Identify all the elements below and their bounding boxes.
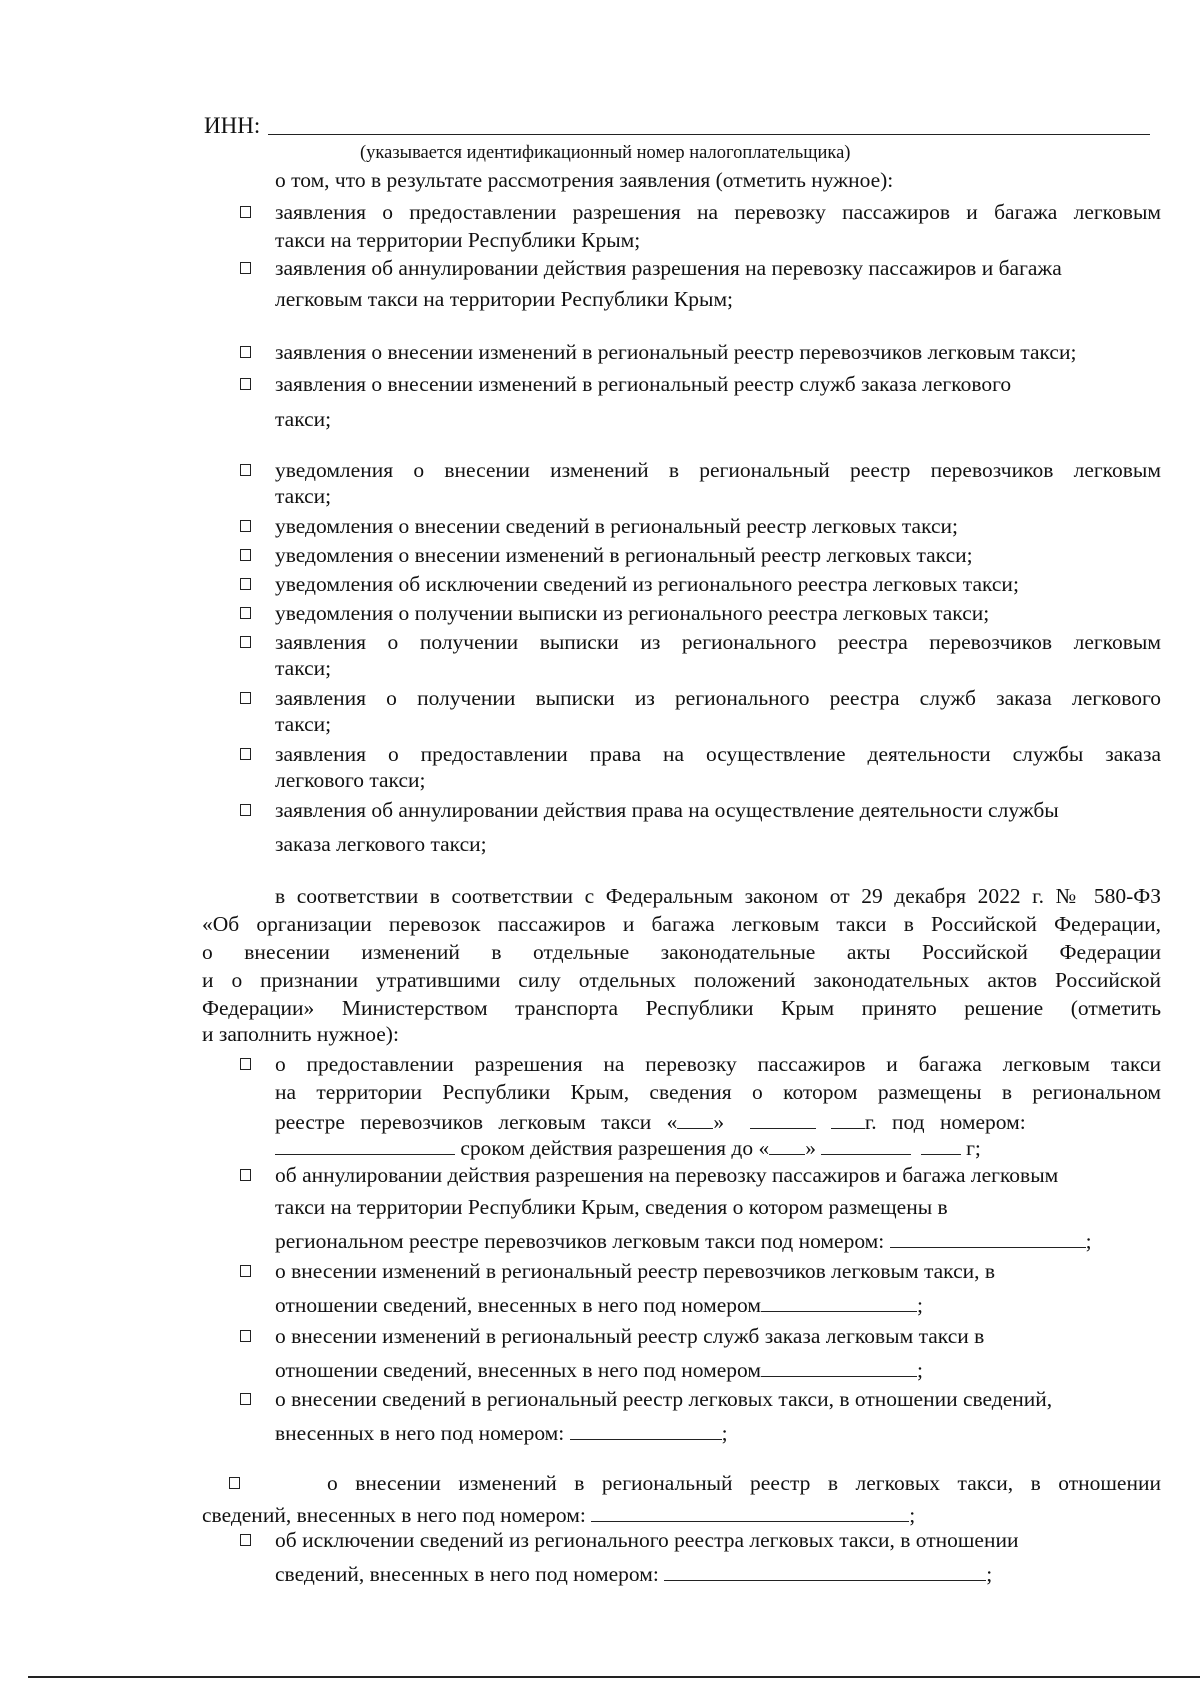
bottom-edge-line xyxy=(28,1676,1200,1678)
list-item-line: такси; xyxy=(275,656,332,680)
quote-close: » xyxy=(805,1136,816,1160)
list-item-line: легкового такси; xyxy=(275,768,426,792)
number-label: г. под номером: xyxy=(864,1110,1026,1134)
semicolon: ; xyxy=(986,1562,993,1586)
checkbox[interactable] xyxy=(240,607,251,619)
day-field[interactable] xyxy=(677,1110,713,1129)
inn-caption: (указывается идентификационный номер налогоплательщика) xyxy=(360,143,851,163)
list-item-line: о предоставлении разрешения на перевозку пассажиров и багажа легковым такси xyxy=(275,1052,1161,1076)
list-item-line: о внесении изменений в региональный реестр перевозчиков легковым такси, в xyxy=(275,1259,996,1283)
year-field[interactable] xyxy=(831,1110,865,1129)
checkbox[interactable] xyxy=(240,1393,251,1405)
list-item-line xyxy=(202,1503,915,1527)
validity-month-field[interactable] xyxy=(821,1136,911,1155)
registry-number-field[interactable] xyxy=(275,1136,455,1155)
inn-field-line[interactable] xyxy=(268,134,1150,135)
checkbox[interactable] xyxy=(240,804,251,816)
item-text: сведений, внесенных в него под номером: xyxy=(275,1562,659,1586)
list-item-line xyxy=(275,1110,1026,1134)
checkbox[interactable] xyxy=(240,464,251,476)
number-field[interactable] xyxy=(664,1562,986,1581)
list-item-line: об аннулировании действия разрешения на перевозку пассажиров и багажа легковым xyxy=(275,1163,1059,1187)
list-item-line: такси на территории Республики Крым; xyxy=(275,228,641,252)
list-item-line: заявления об аннулировании действия разрешения на перевозку пассажиров и багажа xyxy=(275,256,1062,280)
paragraph-line: Федерации» Министерством транспорта Республики Крым принято решение (отметить xyxy=(202,996,1161,1020)
list-item-line: об исключении сведений из регионального реестра легковых такси, в отношении xyxy=(275,1528,1019,1552)
checkbox[interactable] xyxy=(240,578,251,590)
list-item-line: уведомления об исключении сведений из регионального реестра легковых такси; xyxy=(275,572,1019,596)
list-item-line: заявления о внесении изменений в региональный реестр перевозчиков легковым такси; xyxy=(275,340,1077,364)
number-field[interactable] xyxy=(761,1358,917,1377)
list-item-line: уведомления о внесении сведений в региональный реестр легковых такси; xyxy=(275,514,959,538)
quote-close: » xyxy=(713,1110,725,1134)
semicolon: ; xyxy=(721,1421,728,1445)
checkbox[interactable] xyxy=(240,1265,251,1277)
list-item-line: заявления о предоставлении разрешения на перевозку пассажиров и багажа легковым xyxy=(275,200,1161,224)
list-item-line: заявления о внесении изменений в региональный реестр служб заказа легкового xyxy=(275,372,1012,396)
list-item-line xyxy=(275,1358,923,1382)
list-item-line: заявления о предоставлении права на осуществление деятельности службы заказа xyxy=(275,742,1161,766)
list-item-line: о внесении сведений в региональный реестр легковых такси, в отношении сведений, xyxy=(275,1387,1053,1411)
list-item-line: заявления об аннулировании действия права на осуществление деятельности службы xyxy=(275,798,1059,822)
item-text: региональном реестре перевозчиков легковым такси под номером: xyxy=(275,1229,885,1253)
checkbox[interactable] xyxy=(240,1058,251,1070)
paragraph-line: и заполнить нужное): xyxy=(202,1022,399,1046)
list-item-line: легковым такси на территории Республики Крым; xyxy=(275,287,734,311)
paragraph-line: «Об организации перевозок пассажиров и багажа легковым такси в Российской Федерации, xyxy=(202,912,1161,936)
intro-text: о том, что в результате рассмотрения заявления (отметить нужное): xyxy=(275,168,894,192)
item-text: сведений, внесенных в него под номером: xyxy=(202,1503,586,1527)
number-field[interactable] xyxy=(890,1229,1086,1248)
checkbox[interactable] xyxy=(240,346,251,358)
list-item-line: уведомления о внесении изменений в региональный реестр перевозчиков легковым xyxy=(275,458,1161,482)
number-field[interactable] xyxy=(761,1293,917,1312)
list-item-line: такси; xyxy=(275,484,332,508)
list-item-line: на территории Республики Крым, сведения о котором размещены в региональном xyxy=(275,1080,1161,1104)
semicolon: ; xyxy=(916,1293,923,1317)
list-item-line: такси; xyxy=(275,407,332,431)
inn-label: ИНН: xyxy=(204,113,261,138)
validity-text: сроком действия разрешения до « xyxy=(460,1136,770,1160)
checkbox[interactable] xyxy=(240,1330,251,1342)
checkbox[interactable] xyxy=(240,262,251,274)
checkbox[interactable] xyxy=(240,636,251,648)
list-item-line xyxy=(275,1136,981,1160)
checkbox[interactable] xyxy=(240,520,251,532)
year-suffix: г; xyxy=(966,1136,981,1160)
item-text: отношении сведений, внесенных в него под номером xyxy=(275,1293,761,1317)
number-field[interactable] xyxy=(570,1421,722,1440)
list-item-line: заявления о получении выписки из регионального реестра перевозчиков легковым xyxy=(275,630,1161,654)
list-item-line xyxy=(275,1293,923,1317)
list-item-line: такси на территории Республики Крым, сведения о котором размещены в xyxy=(275,1195,948,1219)
validity-day-field[interactable] xyxy=(769,1136,805,1155)
number-field[interactable] xyxy=(591,1503,909,1522)
checkbox[interactable] xyxy=(240,1534,251,1546)
semicolon: ; xyxy=(1085,1229,1092,1253)
semicolon: ; xyxy=(909,1503,916,1527)
list-item-line xyxy=(275,1229,1092,1253)
checkbox[interactable] xyxy=(240,206,251,218)
list-item-line xyxy=(275,1421,728,1445)
checkbox[interactable] xyxy=(240,378,251,390)
list-item-line xyxy=(275,1562,992,1586)
checkbox[interactable] xyxy=(240,1169,251,1181)
item-text: внесенных в него под номером: xyxy=(275,1421,565,1445)
checkbox[interactable] xyxy=(240,549,251,561)
list-item-line: о внесении изменений в региональный реестр служб заказа легковым такси в xyxy=(275,1324,985,1348)
list-item-line: уведомления о внесении изменений в региональный реестр легковых такси; xyxy=(275,543,973,567)
paragraph-line: и о признании утратившими силу отдельных положений законодательных актов Российской xyxy=(202,968,1161,992)
item-text: отношении сведений, внесенных в него под номером xyxy=(275,1358,761,1382)
validity-year-field[interactable] xyxy=(921,1136,961,1155)
list-item-line: такси; xyxy=(275,712,332,736)
registry-date-text: реестре перевозчиков легковым такси « xyxy=(275,1110,678,1134)
list-item-line: заказа легкового такси; xyxy=(275,832,487,856)
list-item-line: о внесении изменений в региональный реестр в легковых такси, в отношении xyxy=(327,1471,1161,1495)
paragraph-line: в соответствии в соответствии с Федеральным законом от 29 декабря 2022 г. № 580-ФЗ xyxy=(275,884,1161,908)
paragraph-line: о внесении изменений в отдельные законодательные акты Российской Федерации xyxy=(202,940,1161,964)
semicolon: ; xyxy=(916,1358,923,1382)
checkbox[interactable] xyxy=(240,748,251,760)
checkbox[interactable] xyxy=(240,692,251,704)
list-item-line: заявления о получении выписки из регионального реестра служб заказа легкового xyxy=(275,686,1161,710)
list-item-line: уведомления о получении выписки из регионального реестра легковых такси; xyxy=(275,601,990,625)
checkbox[interactable] xyxy=(229,1477,240,1489)
month-field[interactable] xyxy=(750,1110,816,1129)
